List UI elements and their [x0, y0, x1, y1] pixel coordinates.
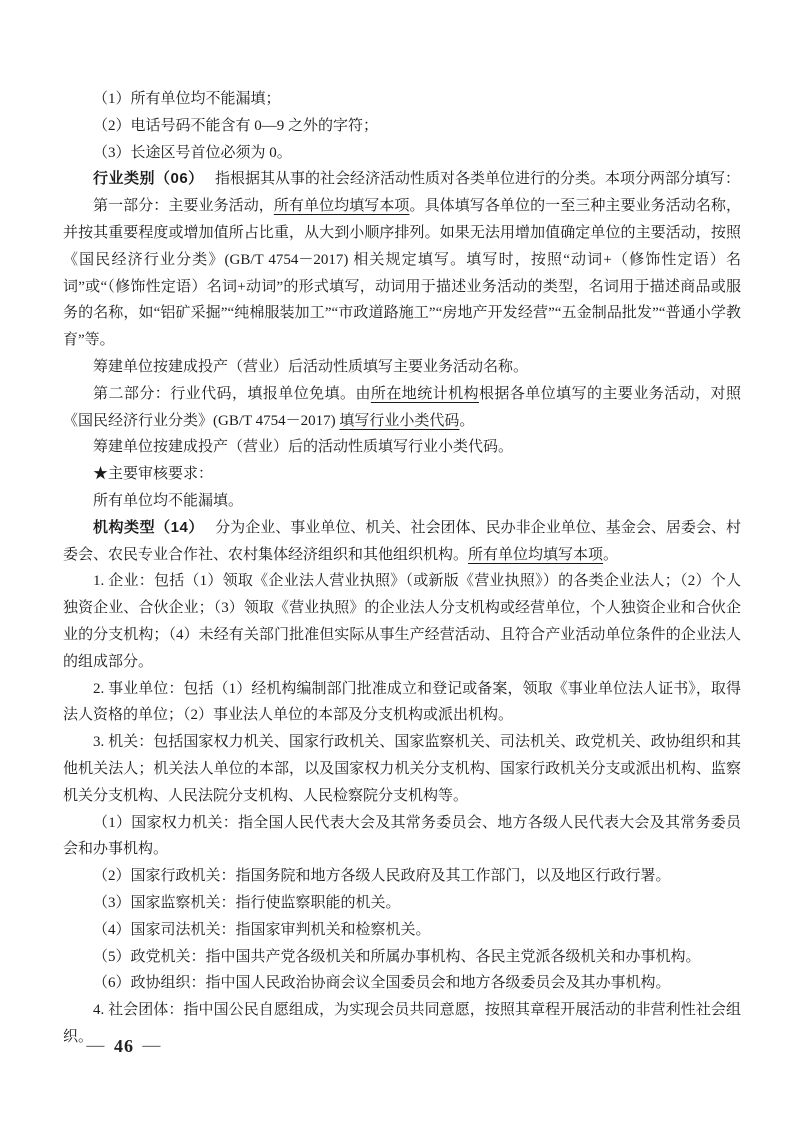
text-run: 2. 事业单位：包括（1）经机构编制部门批准成立和登记或备案，领取《事业单位法人证书》，取得法人资格的单位；（2）事业法人单位的本部及分支机构或派出机构。	[63, 680, 741, 724]
text-run: 4. 社会团体：指中国公民自愿组成，为实现会员共同意愿，按照其章程开展活动的非营利性社会组织。	[63, 1002, 741, 1045]
text-run: （2）国家行政机关：指国务院和地方各级人民政府及其工作部门，以及地区行政行署。	[93, 868, 671, 885]
text-run: 。	[603, 546, 619, 563]
paragraph	[63, 568, 741, 675]
paragraph	[63, 86, 741, 113]
field-heading-text: 行业类别（06）	[93, 170, 197, 188]
paragraph	[63, 997, 741, 1051]
paragraph	[63, 166, 741, 193]
underlined-text: 所有单位均填写本项	[468, 546, 604, 563]
page-footer	[88, 1036, 160, 1057]
text-run: ★主要审核要求：	[93, 466, 214, 483]
paragraph	[63, 810, 741, 864]
paragraph	[63, 917, 741, 944]
text-run: 第二部分：行业代码，填报单位免填。由	[93, 385, 371, 402]
paragraph	[63, 729, 741, 809]
paragraph	[63, 676, 741, 730]
text-run: （2）电话号码不能含有 0—9 之外的字符；	[93, 117, 379, 134]
text-run: （1）国家权力机关：指全国人民代表大会及其常务委员会、地方各级人民代表大会及其常务委员会和办事机构。	[63, 814, 741, 858]
page-number: 46	[114, 1036, 134, 1056]
text-run: 。	[459, 412, 475, 429]
text-run: 筹建单位按建成投产（营业）后活动性质填写主要业务活动名称。	[93, 358, 529, 375]
footer-right-dash: —	[142, 1038, 162, 1054]
paragraph	[63, 461, 741, 488]
paragraph	[63, 140, 741, 167]
paragraph	[63, 515, 741, 569]
text-run: 指根据其从事的社会经济活动性质对各类单位进行的分类。本项分两部分填写：	[196, 171, 740, 188]
paragraph	[63, 970, 741, 997]
underlined-text: 填写行业小类代码	[339, 412, 460, 429]
text-run: 分为企业、事业单位、机关、社会团体、民办非企业单位、基金会、居委会、村委会、农民专业合作社、农村集体经济组织和其他组织机构。	[63, 519, 741, 563]
text-run: 根据各单位填写的主要业务活动，对照《国民经济行业分类》(GB/T 4754－2017)	[63, 385, 741, 429]
text-run: 1. 企业：包括（1）领取《企业法人营业执照》（或新版《营业执照》）的各类企业法人；（2）个人独资企业、合伙企业；（3）领取《营业执照》的企业法人分支机构或经营单位，个人独资企业和合伙企业的分支机构；（4）未经有关部门批准但实际从事生产经营活动、且符合产业活动单位条件的企业法人的组成部分。	[63, 573, 741, 670]
paragraph	[63, 434, 741, 461]
document-body	[63, 86, 741, 1051]
paragraph	[63, 863, 741, 890]
underlined-text: 所有单位均填写本项	[273, 198, 410, 215]
footer-left-dash: —	[86, 1038, 106, 1054]
paragraph	[63, 113, 741, 140]
text-run: （4）国家司法机关：指国家审判机关和检察机关。	[93, 921, 431, 938]
text-run: 所有单位均不能漏填。	[93, 492, 244, 509]
underlined-text: 所在地统计机构	[370, 385, 479, 402]
paragraph	[63, 890, 741, 917]
text-run: （3）国家监察机关：指行使监察职能的机关。	[93, 894, 401, 911]
text-run: （6）政协组织：指中国人民政治协商会议全国委员会和地方各级委员会及其办事机构。	[93, 975, 671, 992]
paragraph	[63, 488, 741, 515]
text-run: 第一部分：主要业务活动，	[93, 198, 274, 215]
field-heading-text: 机构类型（14）	[93, 518, 197, 536]
text-run: （5）政党机关：指中国共产党各级机关和所属办事机构、各民主党派各级机关和办事机构。	[93, 948, 701, 965]
text-run: 3. 机关：包括国家权力机关、国家行政机关、国家监察机关、司法机关、政党机关、政协组织和其他机关法人；机关法人单位的本部，以及国家权力机关分支机构、国家行政机关分支或派出机构、监察机关分支机构、人民法院分支机构、人民检察院分支机构等。	[63, 734, 741, 804]
text-run: （3）长途区号首位必须为 0。	[93, 144, 292, 161]
paragraph	[63, 354, 741, 381]
text-run: 筹建单位按建成投产（营业）后的活动性质填写行业小类代码。	[93, 439, 514, 456]
paragraph	[63, 381, 741, 435]
paragraph	[63, 944, 741, 971]
text-run: 。具体填写各单位的一至三种主要业务活动名称，并按其重要程度或增加值所占比重，从大到小顺序排列。如果无法用增加值确定单位的主要活动，按照《国民经济行业分类》(GB/T 4754－2017) 相关规定填写。填写时，按照“动词+（修饰性定语）名词”或“（修饰性定语）名词+动词”的形式填写，动词用于描述业务活动的类型，名词用于描述商品或服务的名称，如“铝矿采掘”“纯棉服装加工”“市政道路施工”“房地产开发经营”“五金制品批发”“普通小学教育”等。	[63, 198, 741, 349]
text-run: （1）所有单位均不能漏填；	[93, 91, 281, 107]
paragraph	[63, 193, 741, 354]
